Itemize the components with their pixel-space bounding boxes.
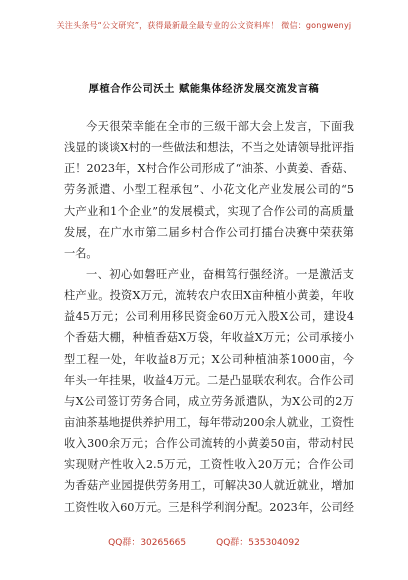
body-line: 与X公司签订劳务合同，成立劳务派遣队，为X公司的2万: [64, 394, 354, 408]
body-line: 为香菇产业园提供劳务用工，可解决30人就近就业，增加: [64, 479, 354, 493]
body-line: 型工程一处，年收益8万元；X公司种植油茶1000亩，今: [64, 352, 354, 366]
document-title: 厚植合作公司沃土 赋能集体经济发展交流发言稿: [88, 83, 320, 95]
body-line: 亩油茶基地提供养护用工，每年带动200余人就业，工资性: [64, 415, 354, 429]
body-line: 个香菇大棚，种植香菇X万袋，年收益X万元；公司承接小: [64, 331, 354, 345]
body-line: 一、初心如磐旺产业，奋楫笃行强经济。一是激活支: [86, 267, 354, 281]
document-body: [64, 116, 354, 518]
body-line: 一名。: [64, 246, 98, 260]
body-line: 今天很荣幸能在全市的三级干部大会上发言，下面我: [86, 120, 354, 133]
body-line: 发展，在广水市第二届乡村合作公司打擂台决赛中荣获第: [64, 225, 354, 239]
body-line: 工资性收入60万元。三是科学利润分配。2023年，公司经: [64, 500, 354, 514]
body-line: 浅显的谈谈X村的一些做法和想法，不当之处请领导批评指: [64, 141, 354, 155]
body-line: 劳务派遣、小型工程承包”、小花文化产业发展公司的“5: [64, 183, 354, 197]
qq-group-link-2[interactable]: QQ群：535304092: [216, 538, 300, 548]
body-line: 柱产业。投资X万元，流转农户农田X亩种植小黄姜，年收: [64, 289, 354, 303]
body-line: 正！2023年，X村合作公司形成了“油茶、小黄姜、香菇、: [64, 162, 354, 176]
top-banner: 关注头条号“公文研究”，获得最新最全最专业的公文资料库！ 微信：gongwenyj: [56, 21, 352, 30]
body-line: 益45万元；公司利用移民资金60万元入股X公司，建设4: [64, 310, 354, 324]
body-line: 实现财产性收入2.5万元，工资性收入20万元；合作公司: [64, 458, 354, 472]
body-line: 年头一年挂果，收益4万元。二是凸显联农利农。合作公司: [64, 373, 354, 387]
body-line: 大产业和1个企业”的发展模式，实现了合作公司的高质量: [64, 204, 354, 218]
footer: [0, 535, 408, 548]
qq-group-link-1[interactable]: QQ群：30265665: [108, 538, 187, 548]
body-line: 收入300余万元；合作公司流转的小黄姜50亩，带动村民: [64, 437, 354, 451]
